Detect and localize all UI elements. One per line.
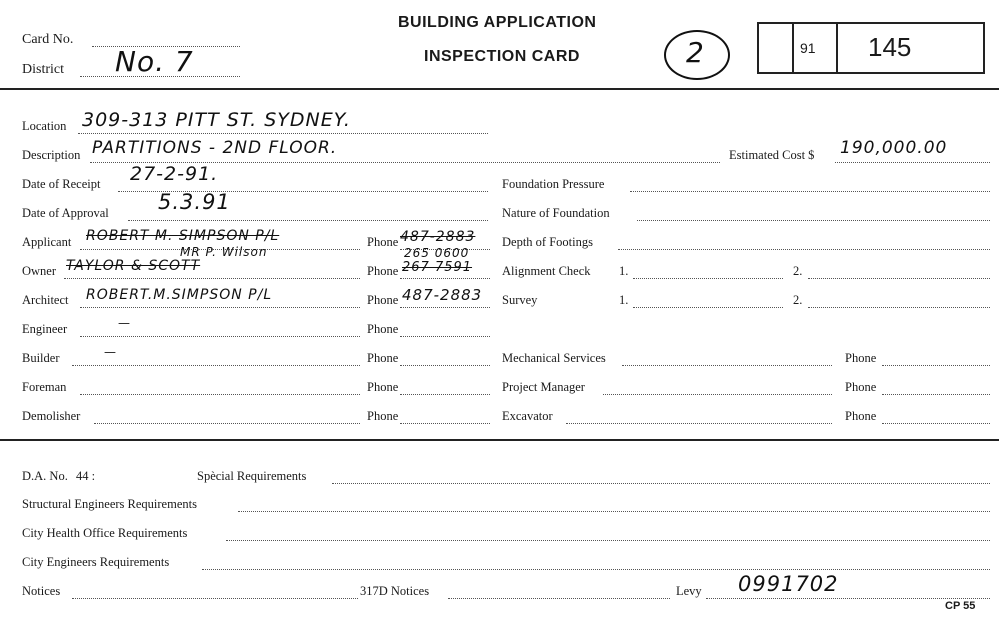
mechanical-field[interactable]: [622, 365, 832, 366]
levy-label: Levy: [676, 584, 702, 598]
health-requirements-field[interactable]: [226, 540, 990, 541]
da-no-label: D.A. No.: [22, 469, 68, 483]
engineer-label: Engineer: [22, 322, 68, 336]
alignment-check-1-field[interactable]: [633, 278, 783, 279]
circled-number: [664, 30, 730, 80]
city-engineers-requirements-field[interactable]: [202, 569, 990, 570]
date-receipt-value: 27-2-91.: [130, 163, 219, 185]
nature-foundation-label: Nature of Foundation: [502, 206, 610, 220]
card-box-divider-1: [792, 22, 794, 74]
applicant-phone-value: 265 0600: [404, 246, 470, 260]
demolisher-label: Demolisher: [22, 409, 81, 423]
depth-footings-label: Depth of Footings: [502, 235, 593, 249]
engineer-phone-field[interactable]: [400, 336, 490, 337]
card-no-label: Card No.: [22, 32, 74, 47]
owner-label: Owner: [22, 264, 57, 278]
structural-requirements-field[interactable]: [238, 511, 990, 512]
date-approval-label: Date of Approval: [22, 206, 109, 220]
alignment-check-2-label: 2.: [793, 264, 803, 278]
estimated-cost-field[interactable]: [835, 162, 990, 163]
estimated-cost-label: Estimated Cost $: [729, 148, 815, 162]
foreman-label: Foreman: [22, 380, 67, 394]
demolisher-phone-label: Phone: [367, 409, 399, 423]
date-approval-value: 5.3.91: [158, 190, 231, 214]
architect-phone-label: Phone: [367, 293, 399, 307]
owner-value: TAYLOR & SCOTT: [66, 258, 201, 274]
survey-1-field[interactable]: [633, 307, 783, 308]
district-label: District: [22, 62, 64, 77]
architect-field[interactable]: [80, 307, 360, 308]
notices-field[interactable]: [72, 598, 358, 599]
survey-2-label: 2.: [793, 293, 803, 307]
builder-field[interactable]: [72, 365, 360, 366]
circled-number-value: 2: [686, 36, 705, 69]
depth-footings-field[interactable]: [618, 249, 990, 250]
foundation-pressure-field[interactable]: [630, 191, 990, 192]
card-title-line2: INSPECTION CARD: [424, 48, 580, 65]
project-manager-phone-label: Phone: [845, 380, 877, 394]
excavator-phone-label: Phone: [845, 409, 877, 423]
mechanical-label: Mechanical Services: [502, 351, 606, 365]
alignment-check-2-field[interactable]: [808, 278, 990, 279]
card-box-divider-2: [836, 22, 838, 74]
foreman-phone-field[interactable]: [400, 394, 490, 395]
structural-requirements-label: Structural Engineers Requirements: [22, 497, 197, 511]
alignment-check-1-label: 1.: [619, 264, 629, 278]
nature-foundation-field[interactable]: [637, 220, 990, 221]
survey-1-label: 1.: [619, 293, 629, 307]
foreman-field[interactable]: [80, 394, 360, 395]
location-label: Location: [22, 119, 67, 133]
excavator-phone-field[interactable]: [882, 423, 990, 424]
location-field[interactable]: [78, 133, 488, 134]
engineer-value: —: [118, 316, 131, 330]
special-requirements-field[interactable]: [332, 483, 990, 484]
header-divider: [0, 88, 999, 90]
description-label: Description: [22, 148, 81, 162]
date-approval-field[interactable]: [128, 220, 488, 221]
levy-field[interactable]: [706, 598, 990, 599]
architect-value: ROBERT.M.SIMPSON P/L: [86, 287, 273, 303]
owner-phone-label: Phone: [367, 264, 399, 278]
city-engineers-requirements-label: City Engineers Requirements: [22, 555, 170, 569]
applicant-label: Applicant: [22, 235, 72, 249]
excavator-field[interactable]: [566, 423, 832, 424]
builder-phone-label: Phone: [367, 351, 399, 365]
excavator-label: Excavator: [502, 409, 553, 423]
form-code: CP 55: [945, 600, 976, 612]
card-number: 145: [868, 32, 912, 62]
foundation-pressure-label: Foundation Pressure: [502, 177, 605, 191]
mechanical-phone-label: Phone: [845, 351, 877, 365]
demolisher-field[interactable]: [94, 423, 360, 424]
project-manager-label: Project Manager: [502, 380, 585, 394]
levy-value: 0991702: [738, 572, 839, 596]
builder-value: —: [104, 345, 117, 359]
notices-317d-label: 317D Notices: [360, 584, 430, 598]
engineer-phone-label: Phone: [367, 322, 399, 336]
date-receipt-label: Date of Receipt: [22, 177, 101, 191]
mechanical-phone-field[interactable]: [882, 365, 990, 366]
engineer-field[interactable]: [80, 336, 360, 337]
applicant-phone-label: Phone: [367, 235, 399, 249]
owner-phone-value: 267 7591: [402, 260, 473, 275]
builder-label: Builder: [22, 351, 60, 365]
card-year: 91: [800, 40, 816, 56]
builder-phone-field[interactable]: [400, 365, 490, 366]
description-value: PARTITIONS - 2ND FLOOR.: [92, 138, 338, 158]
owner-field[interactable]: [64, 278, 360, 279]
notices-317d-field[interactable]: [448, 598, 670, 599]
da-no-value: 44 :: [76, 469, 96, 483]
notices-label: Notices: [22, 584, 61, 598]
applicant-value: MR P. Wilson: [180, 245, 268, 259]
demolisher-phone-field[interactable]: [400, 423, 490, 424]
architect-label: Architect: [22, 293, 69, 307]
architect-phone-field[interactable]: [400, 307, 490, 308]
survey-2-field[interactable]: [808, 307, 990, 308]
applicant-struck: ROBERT M. SIMPSON P/L: [86, 228, 280, 244]
project-manager-field[interactable]: [603, 394, 832, 395]
foreman-phone-label: Phone: [367, 380, 399, 394]
health-requirements-label: City Health Office Requirements: [22, 526, 188, 540]
applicant-phone-struck: 487-2883: [400, 229, 476, 245]
estimated-cost-value: 190,000.00: [840, 138, 948, 158]
project-manager-phone-field[interactable]: [882, 394, 990, 395]
special-requirements-label: Spècial Requirements: [197, 469, 307, 483]
district-value: No. 7: [115, 45, 194, 78]
fields-divider: [0, 439, 999, 441]
location-value: 309-313 PITT ST. SYDNEY.: [82, 109, 351, 131]
owner-phone-field[interactable]: [400, 278, 490, 279]
card-title-line1: BUILDING APPLICATION: [398, 14, 597, 31]
alignment-check-label: Alignment Check: [502, 264, 591, 278]
architect-phone-value: 487-2883: [402, 286, 483, 304]
survey-label: Survey: [502, 293, 538, 307]
